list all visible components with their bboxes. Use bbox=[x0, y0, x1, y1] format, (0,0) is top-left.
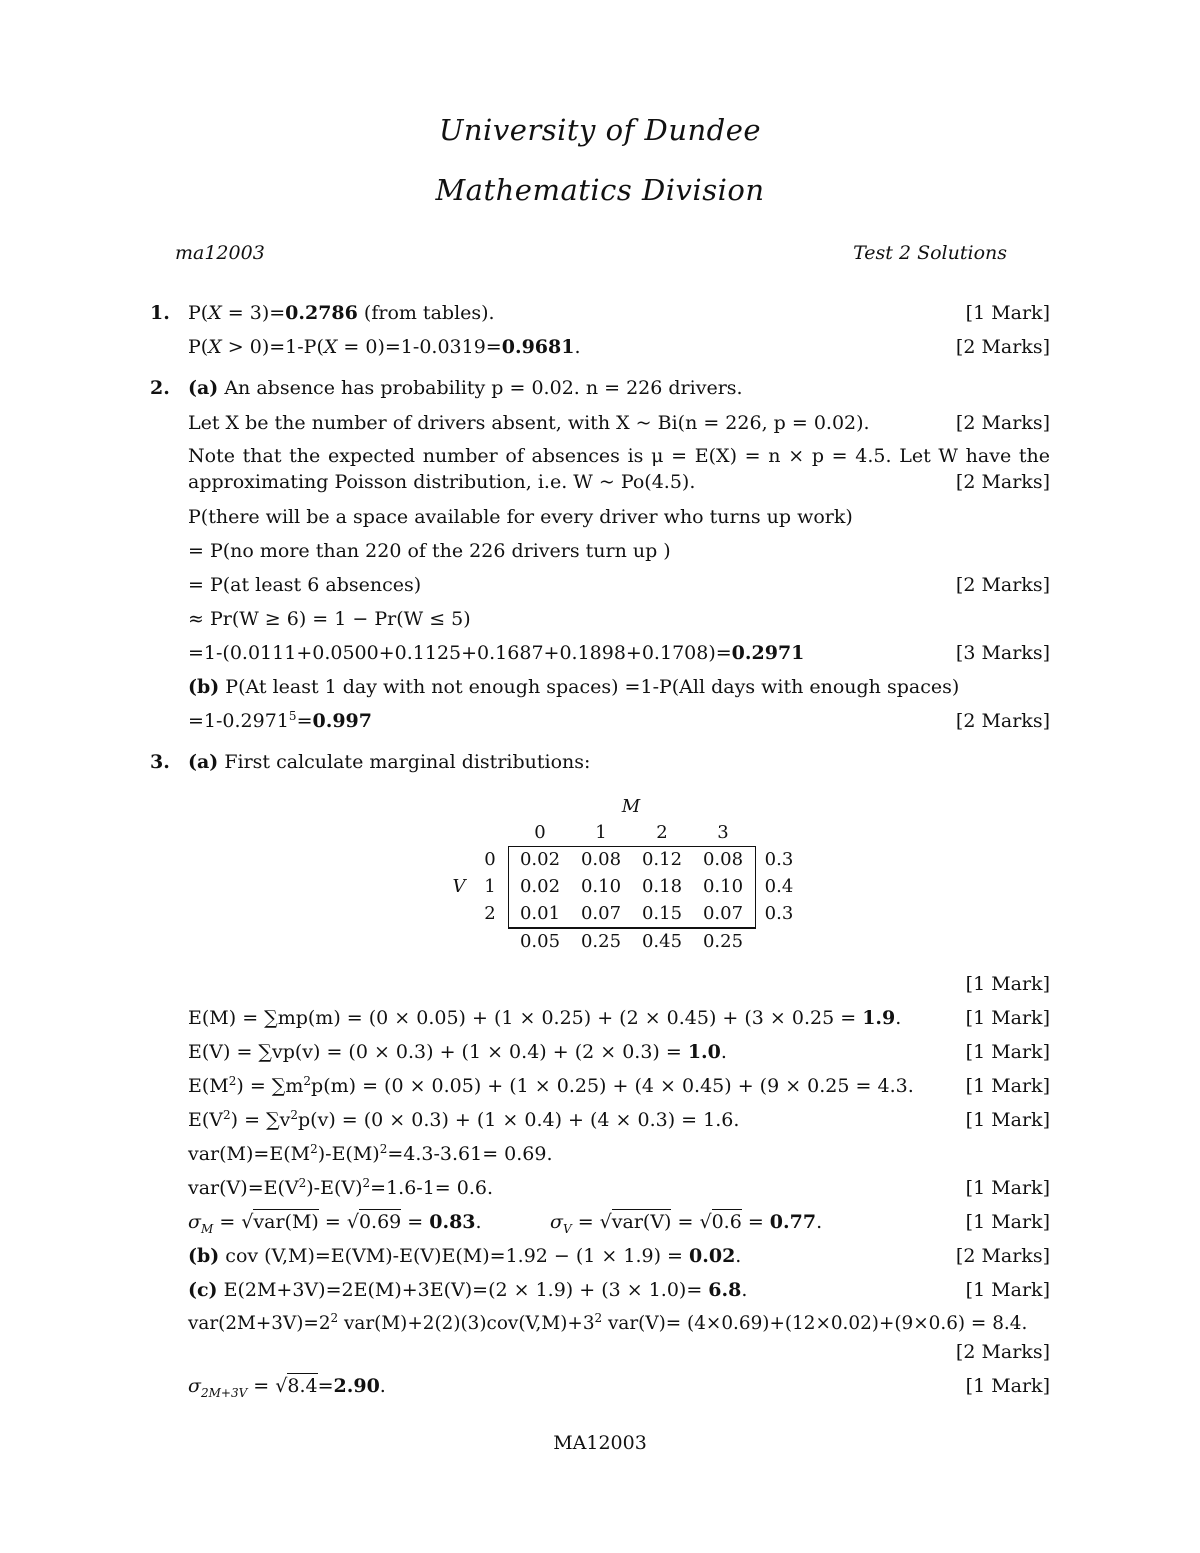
row-header: 0 bbox=[484, 849, 496, 870]
row-header: 2 bbox=[484, 903, 496, 924]
column-margin: 0.25 bbox=[702, 931, 744, 952]
column-margin: 0.45 bbox=[641, 931, 683, 952]
q2-line-10: $=1-0.2971^5=0.997$ [2 Marks] bbox=[188, 707, 1050, 735]
question-1-number: 1. bbox=[150, 302, 170, 324]
q2-answer-b: 0.997 bbox=[312, 710, 372, 732]
marks-label: [2 Marks] bbox=[955, 471, 1050, 493]
q2-line-7: ≈ Pr(W ≥ 6) = 1 − Pr(W ≤ 5) bbox=[188, 608, 471, 630]
course-code: ma12003 bbox=[175, 242, 265, 264]
q2-line-2: Let X be the number of drivers absent, with X ~ Bi(n = 226, p = 0.02). [2 Marks] bbox=[188, 409, 1050, 437]
marks-label: [1 Mark] bbox=[965, 1075, 1050, 1097]
row-header: 1 bbox=[484, 876, 496, 897]
row-margin: 0.3 bbox=[764, 903, 794, 924]
q3-linear-combination-variance: $var(2M+3V)=2^2$ $var(M)+2(2)(3)cov(V,M)+3^2$ var(V)= (4×0.69)+(12×0.02)+(9×0.6) = 8.4. bbox=[188, 1311, 1028, 1334]
table-cell: 0.08 bbox=[702, 849, 744, 870]
table-cell: 0.07 bbox=[702, 903, 744, 924]
q2-line-8: =1-(0.0111+0.0500+0.1125+0.1687+0.1898+0.1708)=0.2971 [3 Marks] bbox=[188, 639, 1050, 667]
row-variable-label: V bbox=[452, 876, 466, 897]
q2-answer-a: 0.2971 bbox=[731, 642, 805, 664]
marks-label: [1 Mark] bbox=[965, 1177, 1050, 1199]
page-footer: MA12003 bbox=[553, 1432, 647, 1454]
column-variable-label: M bbox=[621, 796, 641, 817]
marks-label: [2 Marks] bbox=[955, 412, 1050, 434]
q3-variance-marks bbox=[188, 1338, 1050, 1366]
marks-label: [1 Mark] bbox=[965, 302, 1050, 324]
table-cell: 0.01 bbox=[519, 903, 561, 924]
marks-label: [1 Mark] bbox=[965, 1109, 1050, 1131]
q3-expectation-v: E(V) = ∑vp(v) = (0 × 0.3) + (1 × 0.4) + (2 × 0.3) = 1.0. [1 Mark] bbox=[188, 1038, 1050, 1066]
question-2-number: 2. bbox=[150, 377, 170, 399]
table-cell: 0.10 bbox=[702, 876, 744, 897]
marks-label: [1 Mark] bbox=[965, 1007, 1050, 1029]
column-margin: 0.05 bbox=[519, 931, 561, 952]
q3-linear-combination-sd: $\sigma_{2M+3V} = √8.4=2.90$. [1 Mark] bbox=[188, 1372, 1050, 1400]
marks-label: [2 Marks] bbox=[955, 574, 1050, 596]
marks-label: [1 Mark] bbox=[965, 1375, 1050, 1397]
marks-label: [1 Mark] bbox=[965, 973, 1050, 995]
marks-label: [3 Marks] bbox=[955, 642, 1050, 664]
column-header: 2 bbox=[656, 822, 668, 843]
q3-variance-m: $var(M)=E(M^2)-E(M)^2=4.3-3.61= 0.69$. bbox=[188, 1142, 553, 1165]
q3-covariance: (b) cov (V,M)=E(VM)-E(V)E(M)=1.92 − (1 × 1.9) = 0.02. [2 Marks] bbox=[188, 1242, 1050, 1270]
q1-line-1: P(X = 3)=0.2786 (from tables). [1 Mark] bbox=[188, 299, 1050, 327]
q3-standard-deviations: $\sigma_M = √var(M) = √0.69 = 0.83$. $\sigma_V = √var(V) = √0.6 = 0.77$. [1 Mark] bbox=[188, 1208, 1050, 1236]
q2-line-3: Note that the expected number of absences is μ = E(X) = n × p = 4.5. Let W have the approximating Poisson distribution, i.e. W ~ Po(4.5). [2 Marks] bbox=[188, 445, 1050, 493]
q1-line-2: P(X > 0)=1-P(X = 0)=1-0.0319=0.9681. [2 Marks] bbox=[188, 333, 1050, 361]
table-cell: 0.08 bbox=[580, 849, 622, 870]
marks-label: [1 Mark] bbox=[965, 1279, 1050, 1301]
column-margin: 0.25 bbox=[580, 931, 622, 952]
column-header: 1 bbox=[595, 822, 607, 843]
table-cell: 0.15 bbox=[641, 903, 683, 924]
q2-line-9: (b) P(At least 1 day with not enough spaces) =1-P(All days with enough spaces) bbox=[188, 676, 960, 698]
q3-table-marks bbox=[188, 970, 1050, 998]
row-margin: 0.4 bbox=[764, 876, 794, 897]
marks-label: [2 Marks] bbox=[955, 336, 1050, 358]
table-cell: 0.07 bbox=[580, 903, 622, 924]
marks-label: [2 Marks] bbox=[955, 710, 1050, 732]
marks-label: [2 Marks] bbox=[955, 1341, 1050, 1363]
q3-line-1: (a) First calculate marginal distributions: bbox=[188, 751, 591, 773]
q2-line-5: = P(no more than 220 of the 226 drivers turn up ) bbox=[188, 540, 671, 562]
table-cell: 0.12 bbox=[641, 849, 683, 870]
q2-line-1: (a) An absence has probability p = 0.02. n = 226 drivers. bbox=[188, 377, 743, 399]
q3-linear-combination-mean: (c) E(2M+3V)=2E(M)+3E(V)=(2 × 1.9) + (3 × 1.0)= 6.8. [1 Mark] bbox=[188, 1276, 1050, 1304]
table-cell: 0.02 bbox=[519, 849, 561, 870]
q2-line-6: = P(at least 6 absences) [2 Marks] bbox=[188, 571, 1050, 599]
q3-expectation-v-squared: $E(V^2) = \sum v^2p(v) = (0 \times 0.3) + (1 \times 0.4) + (4 \times 0.3) = 1.6$. [1 Mark] bbox=[188, 1106, 1050, 1134]
column-header: 3 bbox=[717, 822, 729, 843]
q1-answer-2: 0.9681 bbox=[501, 336, 575, 358]
marks-label: [2 Marks] bbox=[955, 1245, 1050, 1267]
document-title: Test 2 Solutions bbox=[853, 242, 1007, 264]
university-title: University of Dundee bbox=[438, 113, 762, 147]
marks-label: [1 Mark] bbox=[965, 1211, 1050, 1233]
division-title: Mathematics Division bbox=[435, 173, 765, 207]
table-cell: 0.18 bbox=[641, 876, 683, 897]
q1-answer-1: 0.2786 bbox=[285, 302, 358, 324]
question-3-number: 3. bbox=[150, 751, 170, 773]
q3-expectation-m: E(M) = ∑mp(m) = (0 × 0.05) + (1 × 0.25) + (2 × 0.45) + (3 × 0.25 = 1.9. [1 Mark] bbox=[188, 1004, 1050, 1032]
table-cell: 0.02 bbox=[519, 876, 561, 897]
table-cell: 0.10 bbox=[580, 876, 622, 897]
q3-expectation-m-squared: $E(M^2) = \sum m^2p(m) = (0 \times 0.05) + (1 \times 0.25) + (4 \times 0.45) + (9 \times 0.25 = 4.3$. [1 Mark] bbox=[188, 1072, 1050, 1100]
marks-label: [1 Mark] bbox=[965, 1041, 1050, 1063]
column-header: 0 bbox=[534, 822, 546, 843]
q3-variance-v: $var(V)=E(V^2)-E(V)^2=1.6-1= 0.6$. [1 Mark] bbox=[188, 1174, 1050, 1202]
q2-line-4: P(there will be a space available for every driver who turns up work) bbox=[188, 506, 853, 528]
row-margin: 0.3 bbox=[764, 849, 794, 870]
